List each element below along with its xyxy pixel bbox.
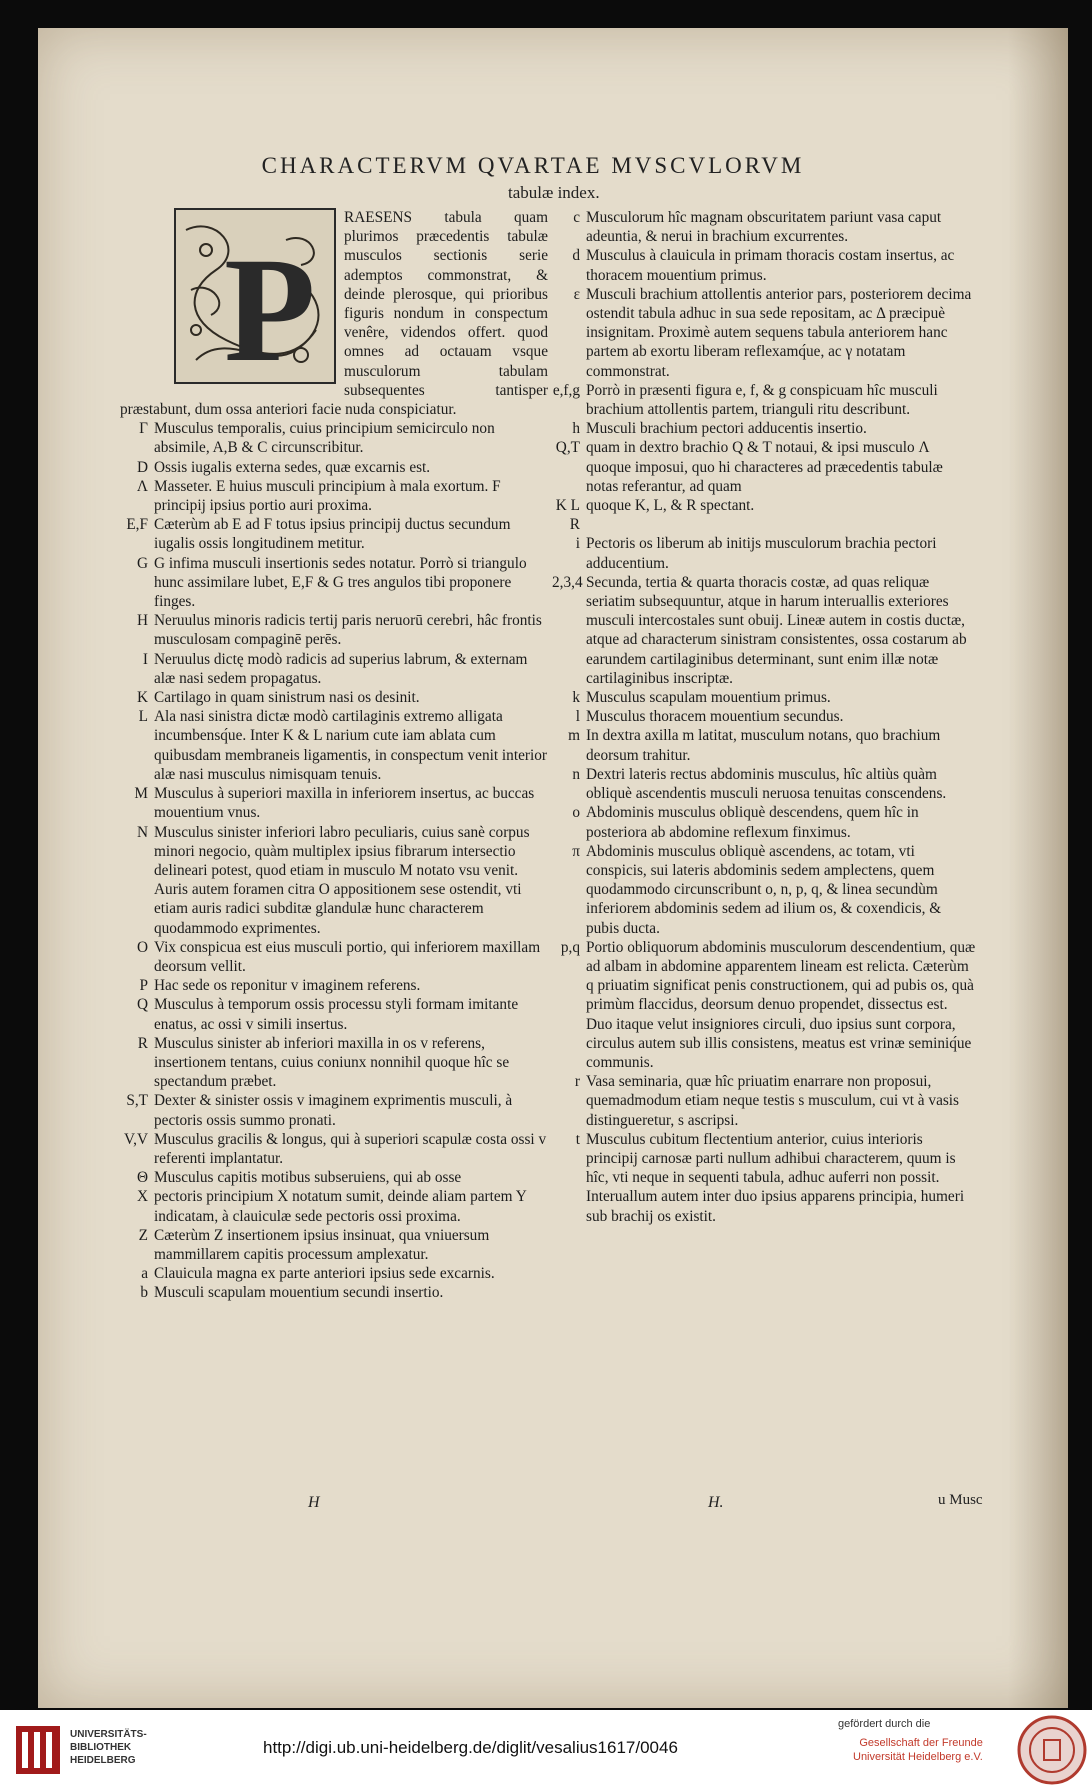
entry-text: Musculus scapulam mouentium primus. [586, 689, 831, 707]
entry-text: Musculus à clauicula in primam thoracis costam insertus, ac thoracem mouentium primus. [586, 247, 955, 284]
entry-marker: h [572, 420, 580, 438]
index-entry [552, 938, 976, 1072]
index-entry [552, 285, 976, 381]
entry-text: Secunda, tertia & quarta thoracis costæ, ad quas reliquæ seriatim subsequuntur, atque in harum interuallis exteriores musculi intercostales sunt obuij. Lineæ autem in costis ductæ, atque ad characterum sinistram consistentes, ossa costarum ab earundem cartilaginibus determinant, sunt enim illæ notæ cartilaginibus inscriptæ. [586, 573, 967, 687]
index-entry [120, 784, 548, 822]
entry-text: Vasa seminaria, quæ hîc priuatim enarrare non proposui, quemadmodum etiam neque testis s musculum, cui vt à vasis distingueretur, s ascripsi. [586, 1073, 960, 1129]
entry-marker: a [141, 1265, 148, 1283]
entry-text: Musculus cubitum flectentium anterior, cuius interioris principij carnosæ parti nullum adhibui characterem, quum is hîc, vti neque in sequenti tabula, adhuc auferri non possit. Interuallum autem inter duo ipsius apparens principia, humeri sub brachij os existit. [586, 1130, 965, 1225]
index-entry [552, 1072, 976, 1130]
index-entry [120, 458, 548, 477]
entry-text: Hac sede os reponitur v imaginem referens. [154, 977, 421, 995]
library-name: UNIVERSITÄTS- BIBLIOTHEK HEIDELBERG [70, 1729, 147, 1766]
entry-text: Ala nasi sinistra dictæ modò cartilaginis extremo alligata incumbensq́ue. Inter K & L narium cute iam ablata cum quibusdam membraneis ligamentis, in conspectum venit interior alæ nasi musculus nimisquam tenuis. [154, 708, 547, 783]
viewer-footer-bar [0, 1710, 1092, 1791]
entry-marker: m [568, 727, 580, 745]
entry-text: Dextri lateris rectus abdominis musculus, hîc altiùs quàm obliquè ascendentis musculi neruosa tenuitas conscendens. [586, 765, 947, 803]
right-entry-list [552, 208, 976, 1226]
entry-text: Musculus temporalis, cuius principium semicirculo non absimile, A,B & C circunscribitur. [154, 420, 495, 457]
footer-signature-mid: H. [708, 1494, 724, 1511]
entry-marker: o [572, 804, 580, 822]
entry-text: G infima musculi insertionis sedes notatur. Porrò si triangulo hunc assimilare lubet, E,F & G tres angulos tibi proponere finges. [154, 554, 527, 611]
decorated-initial-p [174, 208, 336, 384]
index-entry [120, 554, 548, 612]
entry-text: Musculus thoracem mouentium secundus. [586, 708, 844, 726]
index-entry [552, 1130, 976, 1226]
index-entry [552, 573, 976, 688]
index-entry [552, 419, 976, 438]
entry-text: Masseter. E huius musculi principium à mala exortum. F principij ipsius portio auri proxima. [154, 477, 501, 515]
entry-text: Musculus à superiori maxilla in inferiorem insertus, ac buccas mouentium vnus. [154, 785, 535, 822]
entry-text: Abdominis musculus obliquè descendens, quem hîc in posteriora ab abdomine reflexum finximus. [586, 804, 919, 841]
entry-marker: c [573, 209, 580, 226]
index-entry [552, 208, 976, 246]
index-entry [120, 515, 548, 553]
entry-marker: d [572, 247, 580, 265]
entry-text: quam in dextro brachio Q & T notaui, & ipsi musculo Λ quoque imposui, quo hi characteres ad præcedentis tabulæ notas referantur, ad quam [586, 439, 943, 495]
entry-text: Musculus à temporum ossis processu styli formam imitante enatus, ac ossi v simili insertus. [154, 996, 519, 1033]
entry-text: Neruulus dictę modò radicis ad superius labrum, & externam alæ nasi sedem propagatus. [154, 650, 528, 687]
index-entry [120, 823, 548, 938]
entry-marker: k [572, 689, 580, 707]
index-entry [120, 688, 548, 707]
index-entry [120, 707, 548, 784]
entry-text: Musculus sinister inferiori labro peculiaris, cuius sanè corpus minori negocio, quàm multiplex ipsius fibrarum intersectio delineari potest, quod etiam in musculo M notato vsu venit. Auris autem foramen citra O appositionem sese ostendit, vti etiam auris radici subditæ glandulæ hunc characterem quodammodo exprimentes. [154, 823, 530, 937]
entry-marker: n [572, 765, 580, 783]
entry-text: Musculus sinister ab inferiori maxilla in os v referens, insertionem tentans, cuius coniunx nonnihil quoque hîc se spectandum præbet. [154, 1034, 510, 1091]
entry-text: Ossis iugalis externa sedes, quæ excarnis est. [154, 458, 431, 476]
entry-marker: ε [573, 285, 580, 303]
entry-marker: K L R [555, 497, 580, 534]
entry-marker: r [574, 1073, 580, 1091]
entry-text: Cæterùm ab E ad F totus ipsius principij ductus secundum iugalis ossis longitudinem metitur. [154, 516, 511, 553]
index-entry [120, 995, 548, 1033]
entry-text: Cæterùm Z insertionem ipsius insinuat, qua vniuersum mammillarem capitis processum amplexatur. [154, 1226, 490, 1263]
entry-marker: Q [136, 996, 148, 1014]
entry-marker: N [136, 823, 148, 841]
left-column [120, 208, 548, 1303]
entry-marker: Z [138, 1226, 148, 1244]
entry-text: Vix conspicua est eius musculi portio, qui inferiorem maxillam deorsum vellit. [154, 938, 541, 975]
index-entry [552, 726, 976, 764]
index-entry [120, 976, 548, 995]
intro-paragraph [120, 208, 548, 419]
entry-text: pectoris principium X notatum sumit, deinde aliam partem Y indicatam, à clauiculæ sede pectoris ossi proxima. [154, 1188, 527, 1225]
entry-marker: p,q [560, 938, 580, 956]
index-entry [120, 477, 548, 515]
entry-text: In dextra axilla m latitat, musculum notans, quo brachium deorsum trahitur. [586, 727, 941, 764]
entry-marker: K [136, 689, 148, 707]
entry-text: Musculi brachium attollentis anterior pars, posteriorem decima ostendit tabula adhuc in sua sede repositam, ac Δ præcipuè insignitam. Proximè autem sequens tabula anteriorem hanc partem ab exortu liberam reflexamq́ue, ac γ notatam commonstrat. [586, 285, 972, 380]
index-entry [552, 246, 976, 284]
entry-marker: X [136, 1188, 148, 1206]
index-entry [552, 381, 976, 419]
left-entry-list [120, 419, 548, 1302]
intro-text: RAESENS tabula quam plurimos præcedentis tabulæ musculos sectionis serie ademptos commonstrat, & deinde plerosque, qui prioribus figuris nondum in conspectum venêre, videndos offert. quod omnes ad octauam vsque musculorum tabulam subsequentes tantisper præstabunt, dum ossa anteriori facie nuda conspiciatur. [120, 209, 548, 419]
entry-marker: R [137, 1034, 148, 1052]
index-entry [552, 803, 976, 841]
scanned-page [38, 28, 1068, 1708]
entry-marker: S,T [126, 1092, 148, 1110]
right-column [552, 208, 976, 1226]
university-library-logo-icon [14, 1722, 62, 1778]
entry-marker: Λ [136, 477, 148, 495]
university-seal-icon [1016, 1714, 1088, 1786]
index-entry [120, 1034, 548, 1092]
entry-text: Musculi scapulam mouentium secundi insertio. [154, 1284, 444, 1302]
index-entry [120, 419, 548, 457]
index-entry [552, 496, 976, 534]
index-entry [552, 534, 976, 572]
entry-marker: V,V [124, 1130, 148, 1148]
index-entry [120, 650, 548, 688]
entry-text: Musculi brachium pectori adducentis insertio. [586, 420, 867, 438]
entry-text: Cartilago in quam sinistrum nasi os desinit. [154, 689, 420, 707]
funding-note: gefördert durch die [838, 1718, 931, 1730]
entry-marker: Γ [139, 420, 148, 438]
page-subtitle: tabulæ index. [508, 183, 600, 202]
entry-marker: D [136, 458, 148, 476]
catchword: u Musc [938, 1492, 983, 1508]
entry-marker: Θ [136, 1169, 148, 1187]
entry-text: quoque K, L, & R spectant. [586, 497, 755, 515]
entry-text: Dexter & sinister ossis v imaginem exprimentis musculi, à pectoris ossis summo pronati. [154, 1092, 513, 1129]
entry-text: Abdominis musculus obliquè ascendens, ac totam, vti conspicis, sui lateris abdominis sedem amplectens, quem quodammodo circunscribunt o, n, p, q, & linea secundùm inferiorem abdominis sedem ad ilium os, & coxendicis, & pubis ducta. [586, 842, 942, 937]
permalink-url[interactable]: http://digi.ub.uni-heidelberg.de/diglit/vesalius1617/0046 [263, 1738, 678, 1757]
entry-marker: L [138, 708, 148, 726]
entry-marker: l [575, 708, 580, 726]
entry-marker: 2,3,4 [552, 573, 583, 591]
entry-marker: I [142, 650, 148, 668]
index-entry [120, 1130, 548, 1168]
index-entry [120, 1168, 548, 1187]
entry-marker: π [572, 842, 580, 860]
entry-marker: Q,T [555, 439, 580, 457]
entry-marker: b [140, 1284, 148, 1302]
index-entry [552, 438, 976, 496]
entry-marker: e,f,g [552, 381, 580, 399]
index-entry [552, 707, 976, 726]
page-title: CHARACTERVM QVARTAE MVSCVLORVM [261, 153, 805, 178]
index-entry [552, 765, 976, 803]
entry-marker: M [134, 785, 148, 803]
entry-text: Portio obliquorum abdominis musculorum descendentium, quæ ad albam in abdomine apparentem lineam est relicta. Cæterùm q priuatim significat penis constructionem, qui ad pubis os, quà primùm flaccidus, deorsum denuo propendet, dissectus est. Duo itaque velut insigniores circuli, duo ipsius sunt corpora, circulus autem sub illis consistens, meatus est vrinæ seminiq́ue communis. [586, 938, 976, 1071]
society-name: Gesellschaft der Freunde Universität Heidelberg e.V. [853, 1737, 983, 1763]
entry-text: Neruulus minoris radicis tertij paris neruorū cerebri, hâc frontis musculosam compaginē perēs. [154, 612, 542, 649]
index-entry [120, 938, 548, 976]
entry-marker: O [136, 938, 148, 956]
svg-text:P: P [224, 227, 316, 382]
index-entry [120, 1264, 548, 1283]
entry-text: Musculus gracilis & longus, qui à superiori scapulæ costa ossi v referenti implantatur. [154, 1130, 547, 1167]
entry-marker: P [139, 977, 148, 995]
index-entry [120, 1283, 548, 1302]
index-entry [552, 842, 976, 938]
entry-marker: i [575, 535, 580, 553]
index-entry [120, 1091, 548, 1129]
entry-marker: t [575, 1130, 580, 1148]
entry-text: Porrò in præsenti figura e, f, & g conspicuam hîc musculi brachium attollentis partem, trianguli ritu describunt. [586, 381, 938, 419]
index-entry [552, 688, 976, 707]
entry-marker: E,F [126, 516, 148, 534]
index-entry [120, 1226, 548, 1264]
entry-marker: G [136, 554, 148, 572]
index-entry [120, 1187, 548, 1225]
entry-text: Musculorum hîc magnam obscuritatem pariunt vasa caput adeuntia, & nerui in brachium excurrentes. [586, 209, 942, 246]
index-entry [120, 611, 548, 649]
entry-text: Clauicula magna ex parte anteriori ipsius sede excarnis. [154, 1265, 495, 1283]
footer-signature-left: H [308, 1494, 320, 1511]
entry-text: Pectoris os liberum ab initijs musculorum brachia pectori adducentium. [586, 535, 937, 572]
entry-text: Musculus capitis motibus subseruiens, qui ab osse [154, 1169, 462, 1187]
entry-marker: H [136, 612, 148, 630]
